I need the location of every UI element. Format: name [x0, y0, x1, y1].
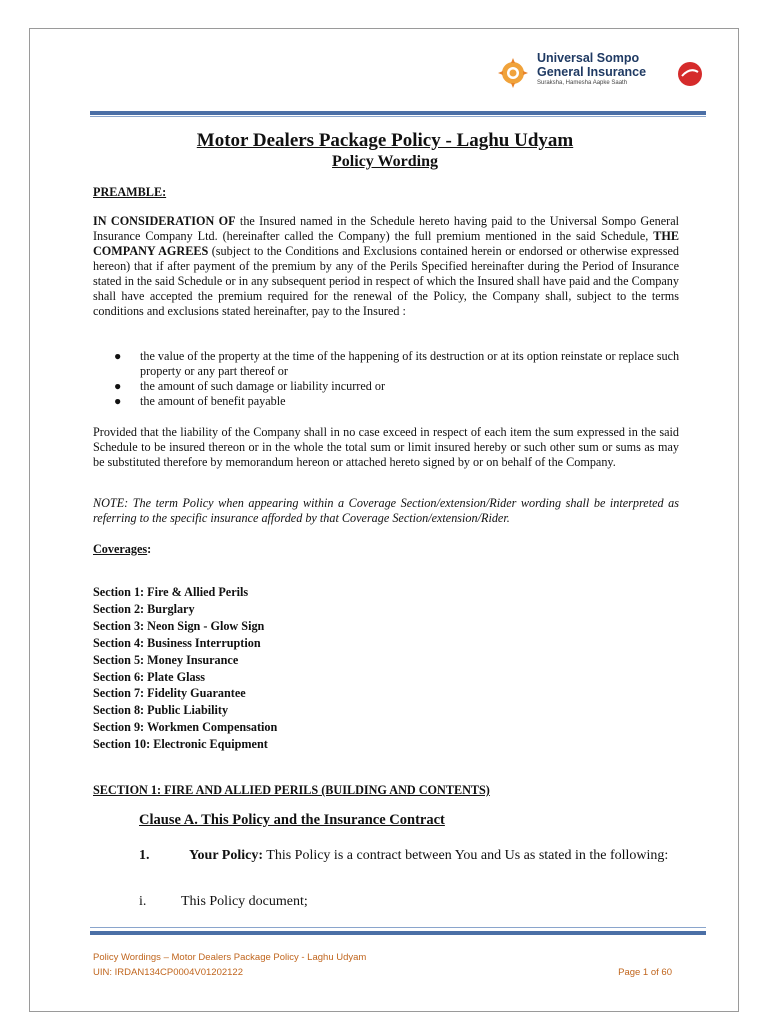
note-paragraph: NOTE: The term Policy when appearing within a Coverage Section/extension/Rider wording shall be interpreted as referring to the specific insurance afforded by that Coverage Section/extension/Rider. [93, 496, 679, 525]
para1-lead: IN CONSIDERATION OF [93, 214, 236, 228]
para1-agrees: THE COMPANY AGREES [93, 229, 679, 258]
document-title: Motor Dealers Package Policy - Laghu Udyam [196, 130, 574, 151]
preamble-heading: PREAMBLE: [93, 185, 167, 199]
list-item: Section 8: Public Liability [93, 703, 229, 718]
footer-uin: UIN: IRDAN134CP0004V01202122 [93, 967, 243, 978]
item-number: 1. [139, 848, 150, 863]
header-rule [90, 111, 706, 115]
clause-a-heading: Clause A. This Policy and the Insurance Contract [139, 812, 445, 828]
company-logo [497, 51, 707, 97]
coverage-sections-list [93, 584, 277, 753]
your-policy-item [111, 846, 681, 865]
page-number: Page 1 of 60 [618, 967, 672, 978]
list-item: Section 9: Workmen Compensation [93, 720, 278, 735]
sun-emblem-icon [497, 55, 535, 91]
section1-heading: SECTION 1: FIRE AND ALLIED PERILS (BUILDING AND CONTENTS) [93, 783, 490, 797]
preamble-paragraph [93, 214, 679, 319]
item-text: This Policy is a contract between You and Us as stated in the following: [263, 848, 669, 863]
red-circle-icon [677, 59, 703, 89]
bullet-icon: ● [114, 379, 122, 393]
footer-title: Policy Wordings – Motor Dealers Package Policy - Laghu Udyam [93, 952, 367, 963]
liability-paragraph: Provided that the liability of the Company shall in no case exceed in respect of each item the sum expressed in the said Schedule to be insured thereon or in the whole the total sum or limit insured hereby or such other sum or sums as may be substituted therefore by memorandum hereon or attached hereto signed by or on behalf of the Company. [93, 425, 679, 469]
document-subtitle: Policy Wording [332, 153, 438, 170]
sub-item-number: i. [139, 894, 147, 909]
list-item: Section 5: Money Insurance [93, 652, 239, 667]
bullet-icon: ● [114, 349, 122, 363]
para1-text-b: (subject to the Conditions and Exclusions contained herein or endorsed or otherwise expressed hereon) that if after payment of the premium by any of the Perils Specified hereinafter during the Period of Insurance stated in the said Schedule or in any subsequent period in respect of which the Insured shall have paid and the Company shall have accepted the premium required for the renewal of the Policy, the Company shall, subject to the terms conditions and exclusions stated hereinafter, pay to the Insured : [93, 244, 679, 318]
sub-item-text: This Policy document; [181, 894, 308, 909]
document-page [29, 28, 739, 1012]
list-item: Section 7: Fidelity Guarantee [93, 686, 246, 701]
list-item: Section 2: Burglary [93, 601, 195, 616]
list-item: Section 3: Neon Sign - Glow Sign [93, 618, 265, 633]
list-item: ● the amount of benefit payable [114, 394, 286, 408]
list-item: ● the value of the property at the time of the happening of its destruction or at its option reinstate or replace such property or any part thereof or [114, 349, 680, 378]
item-bold-label: Your Policy: [189, 848, 264, 863]
logo-line2: General Insurance [537, 64, 647, 79]
list-item: ● the amount of such damage or liability incurred or [114, 379, 386, 393]
para1-text-a: the Insured named in the Schedule hereto having paid to the Universal Sompo General Insurance Company Ltd. (hereinafter called the Company) the full premium mentioned in the said Schedule, [93, 214, 679, 243]
logo-tagline: Suraksha, Hamesha Aapke Saath [537, 80, 628, 86]
list-item: Section 4: Business Interruption [93, 635, 261, 650]
list-item: Section 10: Electronic Equipment [93, 737, 268, 752]
sub-item-i [139, 894, 308, 910]
list-item: Section 1: Fire & Allied Perils [93, 585, 249, 599]
bullet-icon: ● [114, 394, 122, 408]
payment-bullet-list [114, 349, 680, 409]
coverages-heading: Coverages: [93, 542, 152, 556]
list-item: Section 6: Plate Glass [93, 669, 206, 684]
logo-line1: Universal Sompo [537, 51, 640, 65]
footer-rule [90, 931, 706, 935]
